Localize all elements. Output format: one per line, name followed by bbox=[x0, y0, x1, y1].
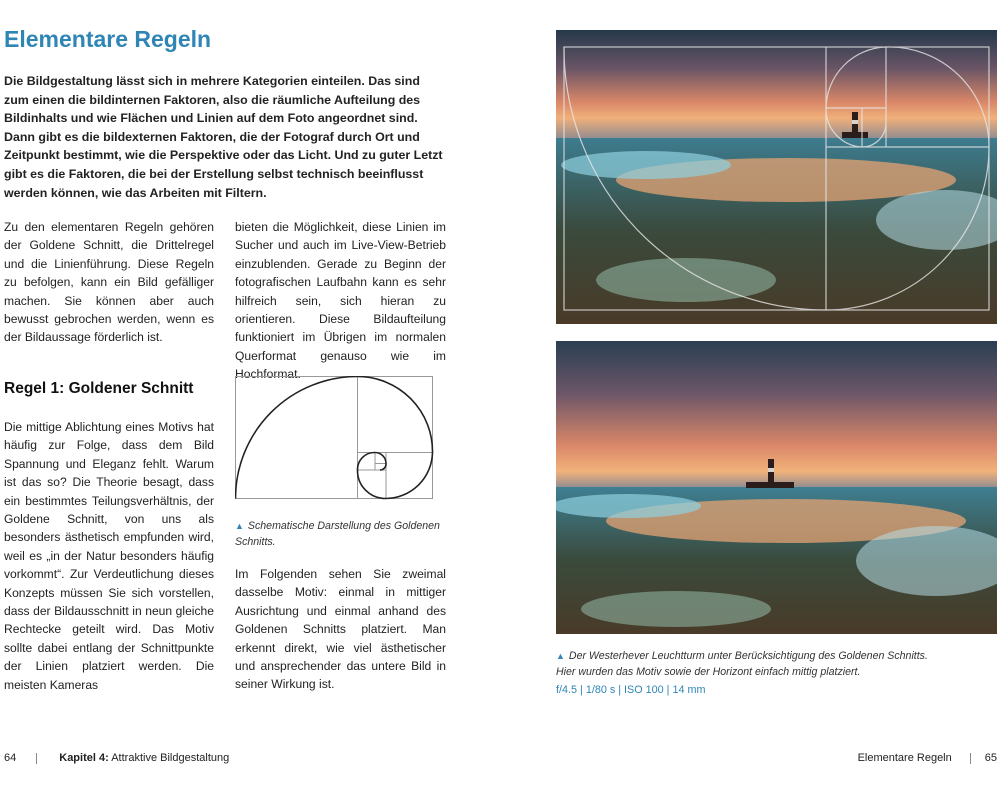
right-section-title: Elementare Regeln bbox=[857, 752, 952, 764]
diagram-caption bbox=[235, 518, 445, 550]
photo-caption-line2: Hier wurden das Motiv sowie der Horizont einfach mittig platziert. bbox=[556, 666, 861, 678]
golden-spiral bbox=[236, 377, 433, 499]
lighthouse-photo-centered bbox=[556, 341, 997, 634]
lighthouse-band bbox=[852, 120, 858, 124]
footer-right bbox=[858, 752, 997, 764]
photo2-art bbox=[556, 341, 997, 634]
lighthouse-base bbox=[746, 482, 794, 488]
chapter-label: Kapitel 4: bbox=[59, 752, 109, 764]
frost-patch bbox=[556, 494, 701, 518]
lighthouse-band bbox=[768, 468, 774, 472]
chapter-title: Attraktive Bildgestaltung bbox=[111, 752, 230, 764]
column2-paragraph1 bbox=[235, 218, 446, 384]
intro-text: Die Bildgestaltung lässt sich in mehrere Kategorien einteilen. Das sind zum einen die bildinternen Faktoren, also die räumliche Aufteilung des Bildinhalts und wie Flächen und Linien auf dem Foto angeordnet sind. Dann gibt es die bildexternen Faktoren, die der Fotograf durch Ort und Zeitpunkt bestimmt, wie die Perspektive oder das Licht. Und zu guter Letzt gibt es die Faktoren, die bei der Erstellung selbst technisch beeinflusst werden können, wie das Arbeiten mit Filtern. bbox=[4, 74, 443, 200]
footer-separator bbox=[970, 753, 971, 764]
golden-ratio-diagram bbox=[235, 376, 435, 504]
photo-caption-line1: ▲ Der Westerhever Leuchtturm unter Berücksichtigung des Goldenen Schnitts. bbox=[556, 650, 928, 662]
frost-patch bbox=[581, 591, 771, 627]
caption-triangle-icon: ▲ bbox=[556, 651, 565, 661]
section-heading: Regel 1: Goldener Schnitt bbox=[4, 380, 194, 397]
footer-separator bbox=[36, 753, 37, 764]
col2-para1-text: bieten die Möglichkeit, diese Linien im Sucher und auch im Live-View-Betrieb einzublenden. Gerade zu Beginn der fotografischen Laufbahn kann es sehr hilfreich sein, sich hieran zu orientieren. Diese Bildaufteilung funktioniert im Übrigen im normalen Querformat genauso wie im Hochformat. bbox=[235, 220, 446, 382]
col2-para2-text: Im Folgenden sehen Sie zweimal dasselbe Motiv: einmal in mittiger Ausrichtung und einmal anhand des Goldenen Schnitts platziert. Man erkennt direkt, wie viel ästhetischer und ansprechender das untere Bild in seiner Wirkung ist. bbox=[235, 567, 446, 692]
photo1-art bbox=[556, 30, 997, 324]
column1-paragraph2 bbox=[4, 418, 214, 694]
golden-rect-outer bbox=[236, 377, 433, 499]
exif-info: f/4.5 | 1/80 s | ISO 100 | 14 mm bbox=[556, 684, 706, 696]
lighthouse-photo-golden-ratio bbox=[556, 30, 997, 324]
col1-para1-text: Zu den elementaren Regeln gehören der Goldene Schnitt, die Drittelregel und die Linienführung. Diese Regeln zu befolgen, kann ein Bild gefälliger machen. Sie können aber auch bewusst gebrochen werden, wenn es der Bildaussage förderlich ist. bbox=[4, 220, 214, 345]
caption-triangle-icon: ▲ bbox=[235, 521, 244, 531]
sky bbox=[556, 341, 997, 489]
right-page-number: 65 bbox=[984, 752, 997, 764]
frost-patch bbox=[596, 258, 776, 302]
col1-para2-text: Die mittige Ablichtung eines Motivs hat häufig zur Folge, dass dem Bild Spannung und Eleganz fehlt. Warum ist das so? Die Theorie besagt, dass ein bestimmtes Teilungsverhältnis, der Goldene Schnitt, von uns als besonders ästhetisch empfunden wird, weil es „in der Natur besonders häufig vorkommt“. Zur Verdeutlichung dieses Konzepts müssen Sie sich vorstellen, dass der Bildausschnitt in neun gleiche Rechtecke geteilt wird. Das Motiv sollte dabei entlang der Schnittpunkte der Linien platziert werden. Die meisten Kameras bbox=[4, 420, 214, 692]
column2-paragraph2 bbox=[235, 565, 446, 694]
intro-paragraph bbox=[4, 72, 446, 202]
photo-caption bbox=[556, 648, 997, 680]
diagram-caption-text: Schematische Darstellung des Goldenen Schnitts. bbox=[235, 520, 440, 548]
left-page-number: 64 bbox=[4, 752, 17, 764]
lighthouse-base bbox=[842, 132, 868, 138]
footer-left bbox=[4, 752, 229, 764]
page-title: Elementare Regeln bbox=[4, 26, 212, 52]
column1-paragraph1 bbox=[4, 218, 214, 347]
